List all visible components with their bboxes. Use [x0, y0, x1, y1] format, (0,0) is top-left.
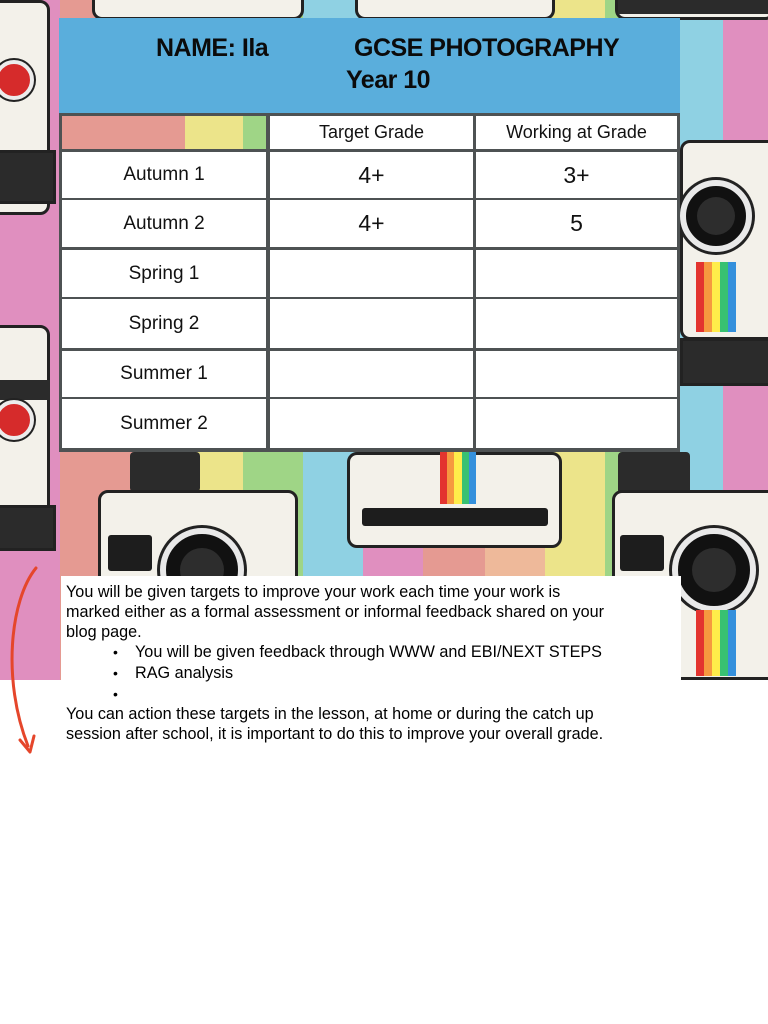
- target-grade-cell: [270, 299, 473, 348]
- target-grade-cell: [270, 250, 473, 297]
- term-label: Autumn 1: [123, 164, 205, 185]
- outro-text: session after school, it is important to do this to improve your overall grade.: [66, 725, 604, 743]
- term-label: Summer 1: [120, 363, 208, 384]
- column-header-working-grade: Working at Grade: [506, 122, 647, 142]
- term-label: Autumn 2: [123, 212, 205, 234]
- working-grade-cell: 5: [570, 210, 583, 236]
- working-grade-cell: [476, 399, 677, 448]
- target-grade-cell: 4+: [358, 210, 385, 236]
- bullet-dot: •: [113, 686, 118, 702]
- term-label: Spring 2: [128, 312, 200, 334]
- intro-text: You will be given targets to improve your work each time your work is: [66, 583, 561, 601]
- term-label: Spring 1: [128, 262, 200, 284]
- target-grade-cell: [270, 399, 473, 448]
- working-grade-cell: 3+: [563, 161, 590, 188]
- bullet-dot: •: [113, 665, 118, 681]
- bullet-dot: •: [113, 644, 118, 660]
- term-label: Summer 2: [120, 412, 208, 434]
- intro-text: marked either as a formal assessment or informal feedback shared on your: [66, 603, 605, 621]
- outro-text: You can action these targets in the lesson, at home or during the catch up: [66, 705, 594, 723]
- target-grade-cell: [270, 351, 473, 397]
- year-group: Year 10: [346, 66, 431, 94]
- target-grade-cell: 4+: [358, 161, 385, 188]
- subject-title: GCSE PHOTOGRAPHY: [354, 34, 620, 62]
- curved-arrow-icon: [0, 560, 60, 760]
- intro-text: blog page.: [66, 623, 142, 641]
- column-header-target-grade: Target Grade: [318, 122, 425, 142]
- header-banner: [59, 18, 680, 113]
- student-name: NAME: Ila: [156, 34, 269, 62]
- working-grade-cell: [476, 351, 677, 397]
- working-grade-cell: [476, 299, 677, 348]
- bullet-item: RAG analysis: [135, 664, 234, 682]
- working-grade-cell: [476, 250, 677, 297]
- grade-table: [59, 113, 680, 452]
- bullet-item: You will be given feedback through WWW and EBI/NEXT STEPS: [135, 643, 602, 661]
